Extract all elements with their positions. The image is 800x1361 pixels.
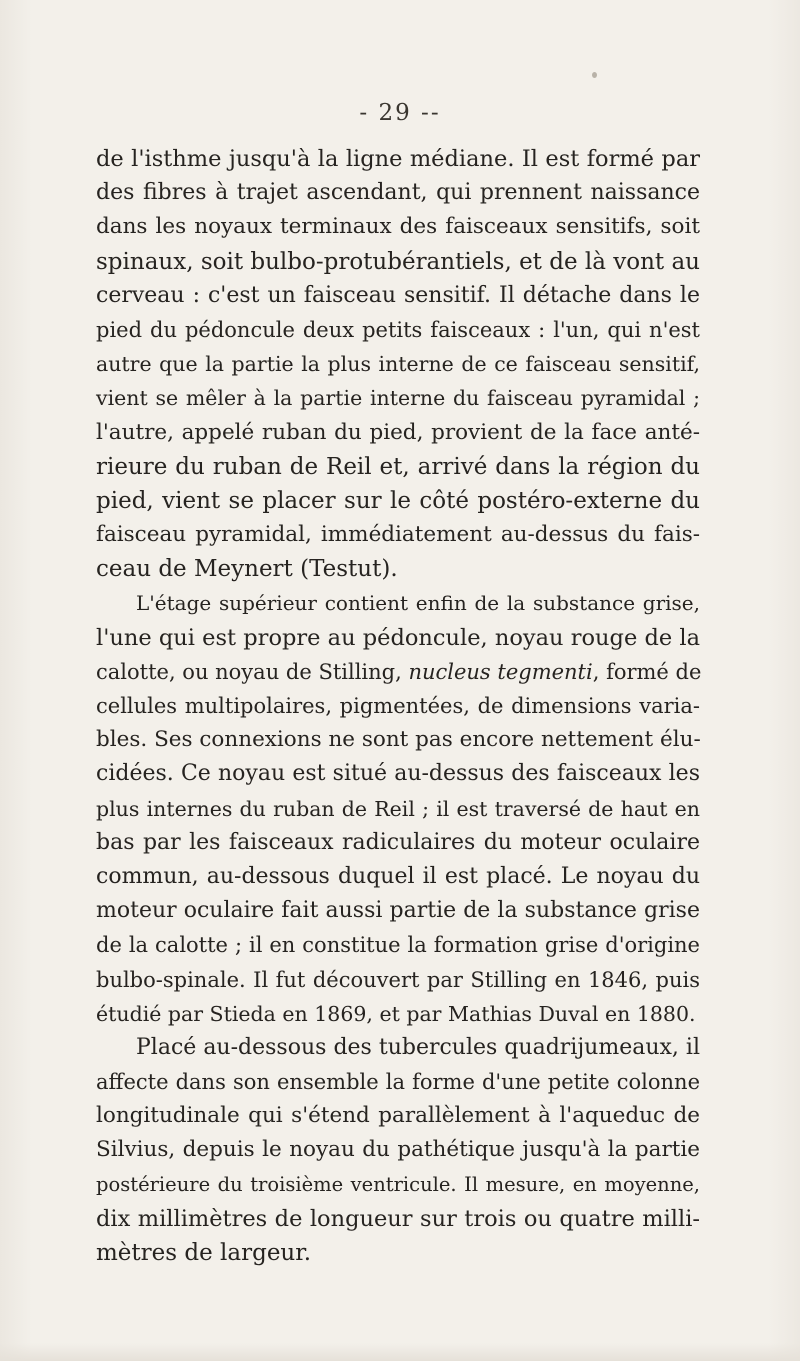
text-line: pied, vient se placer sur le côté postéro-externe du <box>96 487 700 514</box>
text-line: longitudinale qui s'étend parallèlement à l'aqueduc de <box>96 1103 700 1129</box>
text-line: l'autre, appelé ruban du pied, provient de la face anté- <box>96 419 700 445</box>
ink-speck <box>592 72 597 78</box>
text-line: cellules multipolaires, pigmentées, de dimensions varia- <box>96 694 700 718</box>
text-line: rieure du ruban de Reil et, arrivé dans la région du <box>96 453 700 480</box>
text-line: dix millimètres de longueur sur trois ou quatre milli- <box>96 1205 700 1232</box>
text-line: vient se mêler à la partie interne du faisceau pyramidal ; <box>96 386 700 411</box>
text-line: bulbo-spinale. Il fut découvert par Stilling en 1846, puis <box>96 967 700 992</box>
text-line: cidées. Ce noyau est situé au-dessus des faisceaux les <box>96 761 700 787</box>
text-line: spinaux, soit bulbo-protubérantiels, et de là vont au <box>96 248 700 275</box>
page-number: - 29 -- <box>359 100 441 126</box>
text-line-paragraph-start: L'étage supérieur contient enfin de la substance grise, <box>136 591 700 616</box>
text-line: l'une qui est propre au pédoncule, noyau rouge de la <box>96 624 700 651</box>
text-line: Silvius, depuis le noyau du pathétique jusqu'à la partie <box>96 1137 700 1163</box>
text-line: cerveau : c'est un faisceau sensitif. Il détache dans le <box>96 282 700 308</box>
text-line: bles. Ses connexions ne sont pas encore nettement élu- <box>96 727 701 753</box>
text-segment: calotte, ou noyau de Stilling, <box>96 659 409 684</box>
text-line: autre que la partie la plus interne de ce faisceau sensitif, <box>96 352 700 377</box>
text-line-with-italic <box>96 655 700 689</box>
text-line-paragraph-start: Placé au-dessous des tubercules quadrijumeaux, il <box>136 1034 700 1060</box>
italic-term: nucleus tegmenti <box>408 659 593 684</box>
text-line: dans les noyaux terminaux des faisceaux sensitifs, soit <box>96 214 700 240</box>
text-line: de la calotte ; il en constitue la formation grise d'origine <box>96 933 700 958</box>
text-line: plus internes du ruban de Reil ; il est traversé de haut en <box>96 796 700 821</box>
text-line: ceau de Meynert (Testut). <box>96 556 398 583</box>
text-line: postérieure du troisième ventricule. Il mesure, en moyenne, <box>96 1172 700 1196</box>
text-line: de l'isthme jusqu'à la ligne médiane. Il est formé par <box>96 146 700 172</box>
text-line: étudié par Stieda en 1869, et par Mathias Duval en 1880. <box>96 1001 696 1026</box>
text-segment: , formé de <box>592 659 702 684</box>
text-line: bas par les faisceaux radiculaires du moteur oculaire <box>96 829 700 855</box>
text-line: affecte dans son ensemble la forme d'une petite colonne <box>96 1070 700 1095</box>
body-text <box>96 142 700 1270</box>
text-line: mètres de largeur. <box>96 1240 312 1266</box>
page-bottom-edge <box>0 1343 800 1361</box>
text-line: faisceau pyramidal, immédiatement au-dessus du fais- <box>96 522 700 548</box>
text-line: moteur oculaire fait aussi partie de la substance grise <box>96 898 700 924</box>
text-line: pied du pédoncule deux petits faisceaux : l'un, qui n'est <box>96 317 700 342</box>
text-line: commun, au-dessous duquel il est placé. Le noyau du <box>96 863 700 889</box>
text-line: des fibres à trajet ascendant, qui prennent naissance <box>96 180 700 206</box>
